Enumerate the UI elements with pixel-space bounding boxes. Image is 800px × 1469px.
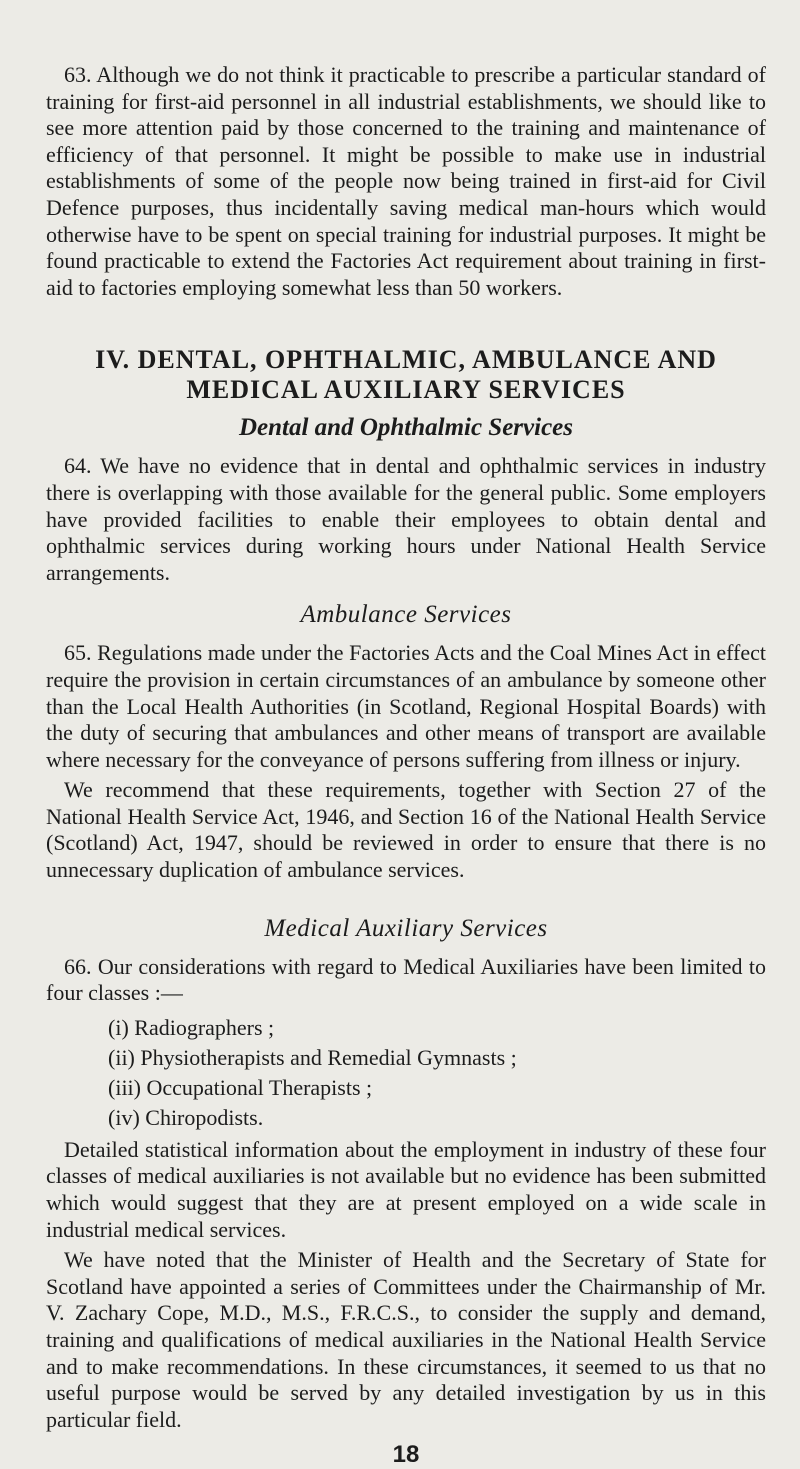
paragraph-65: 65. Regulations made under the Factories Acts and the Coal Mines Act in effect require the provision in certain circumstances of an ambulance by someone other than the Local Health Authorities (in Scotland, Regional Hospital Boards) with the duty of securing that ambulances and other means of transport are available where necessary for the conveyance of persons suffering from illness or injury. (46, 640, 766, 772)
section-heading: IV. DENTAL, OPHTHALMIC, AMBULANCE AND MEDICAL AUXILIARY SERVICES (95, 345, 717, 405)
list-item: (iii) Occupational Therapists ; (108, 1074, 373, 1100)
list-item: (i) Radiographers ; (108, 1014, 275, 1040)
paragraph-66-statistics: Detailed statistical information about the employment in industry of these four classes of medical auxiliaries is not available but no evidence has been submitted which would suggest that they are at present employed on a wide scale in industrial medical services. (46, 1136, 766, 1242)
paragraph-63: 63. Although we do not think it practicable to prescribe a particular standard of training for first-aid personnel in all industrial establishments, we should like to see more attention paid by those concerned to the training and maintenance of efficiency of that personnel. It might be possible to make use in industrial establishments of some of the people now being trained in first-aid for Civil Defence purposes, thus incidentally saving medical man-hours which would otherwise have to be spent on special training for industrial purposes. It might be found practicable to extend the Factories Act requirement about training in first-aid to factories employing somewhat less than 50 workers. (46, 62, 766, 300)
subheading-ambulance: Ambulance Services (300, 601, 512, 629)
page-number: 18 (392, 1441, 420, 1469)
paragraph-65-recommendation: We recommend that these requirements, together with Section 27 of the National Health Service Act, 1946, and Section 16 of the National Health Service (Scotland) Act, 1947, should be reviewed in order to ensure that there is no unnecessary duplication of ambulance services. (46, 777, 766, 883)
paragraph-66-committees: We have noted that the Minister of Health and the Secretary of State for Scotland have appointed a series of Committees under the Chairmanship of Mr. V. Zachary Cope, M.D., M.S., F.R.C.S., to consider the supply and demand, training and qualifications of medical auxiliaries in the National Health Service and to make recommendations. In these circumstances, it seemed to us that no useful purpose would be served by any detailed investigation by us in this particular field. (46, 1247, 766, 1432)
subheading-dental-ophthalmic: Dental and Ophthalmic Services (238, 414, 574, 442)
subheading-medical-auxiliary: Medical Auxiliary Services (264, 914, 548, 942)
paragraph-64: 64. We have no evidence that in dental and ophthalmic services in industry there is overlapping with those available for the general public. Some employers have provided facilities to enable their employees to obtain dental and ophthalmic services during working hours under National Health Service arrangements. (46, 453, 766, 585)
auxiliary-classes-list (46, 1013, 766, 1133)
list-item: (ii) Physiotherapists and Remedial Gymnasts ; (108, 1044, 517, 1070)
list-item: (iv) Chiropodists. (108, 1104, 264, 1130)
paragraph-66: 66. Our considerations with regard to Medical Auxiliaries have been limited to four classes :— (46, 953, 766, 1006)
